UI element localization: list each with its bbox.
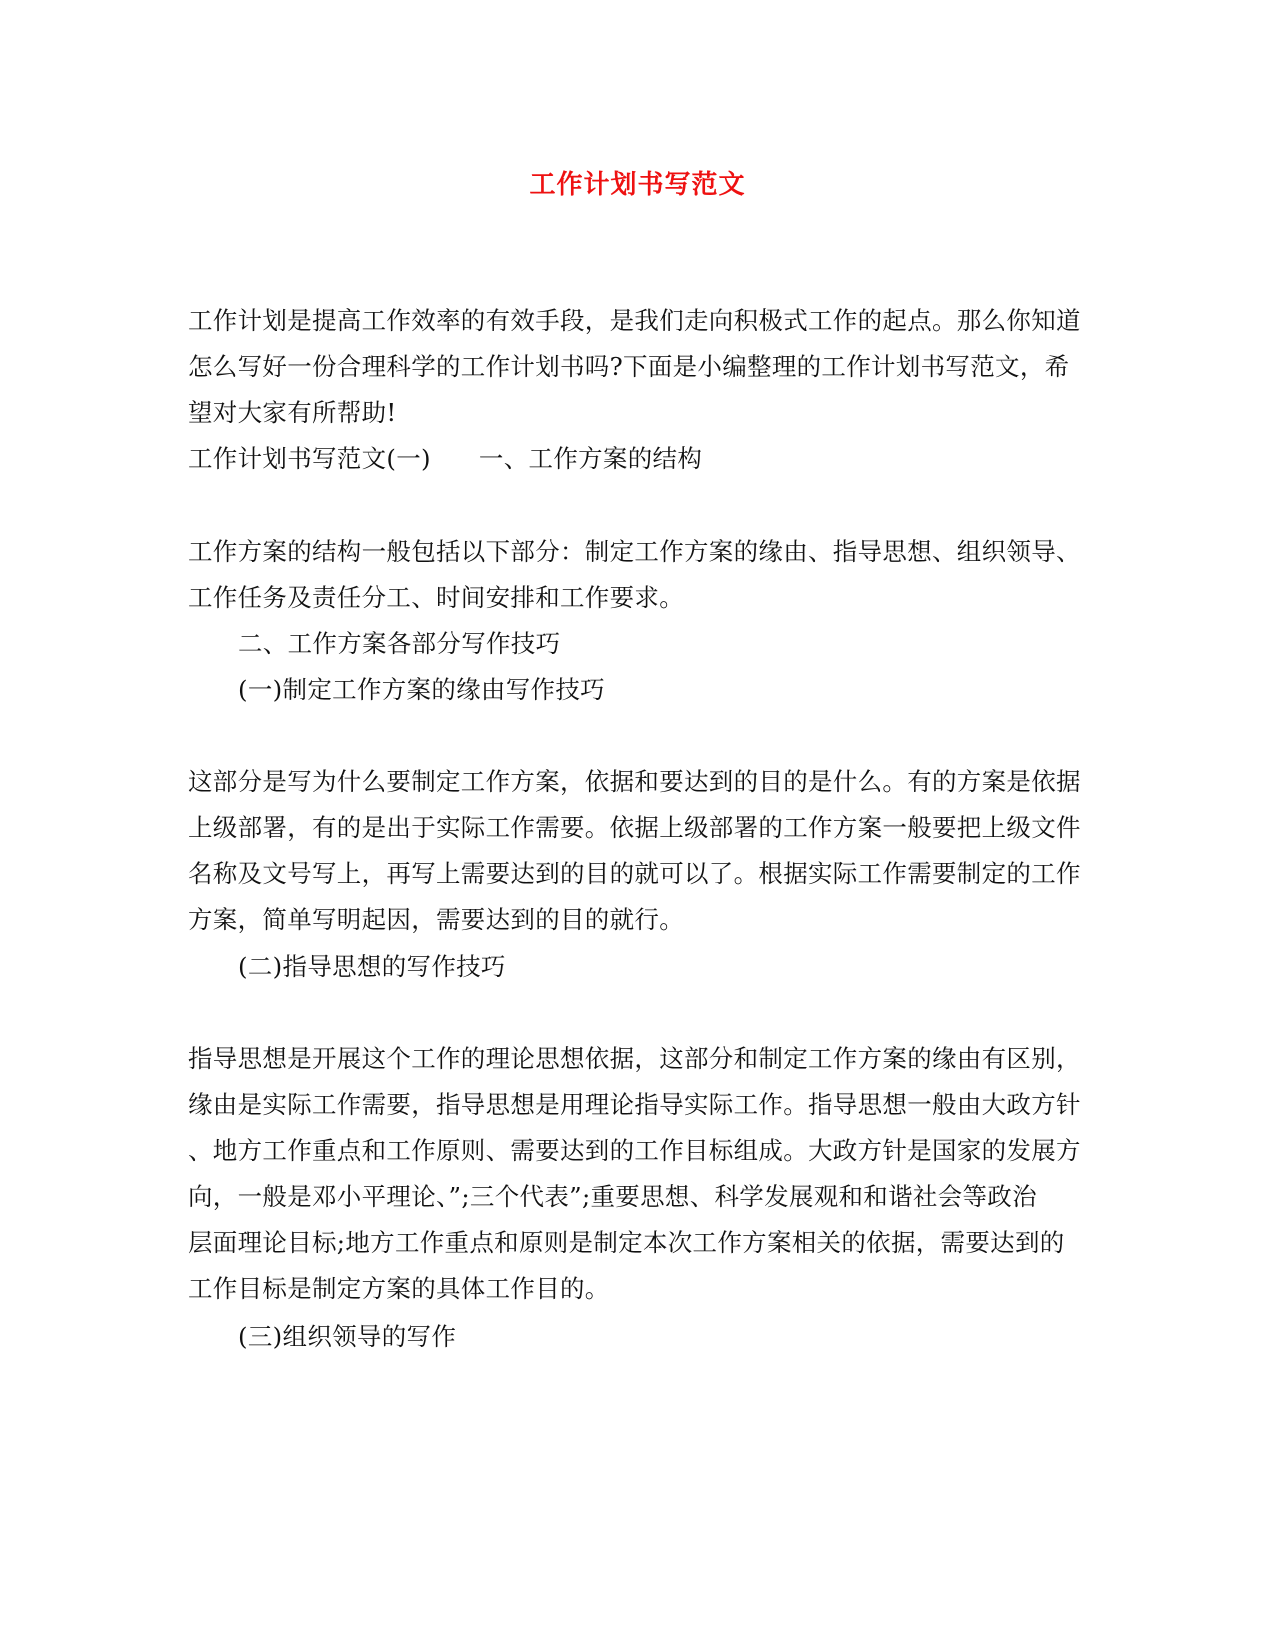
intro-line-2: 怎么写好一份合理科学的工作计划书吗?下面是小编整理的工作计划书写范文，希 (188, 352, 1070, 381)
section-heading: 工作计划书写范文(一) (188, 444, 431, 473)
reason-heading: (一)制定工作方案的缘由写作技巧 (238, 675, 605, 704)
techniques-heading: 二、工作方案各部分写作技巧 (238, 629, 561, 658)
guiding-line-6: 工作目标是制定方案的具体工作目的。 (188, 1274, 610, 1303)
document-title: 工作计划书写范文 (529, 170, 746, 200)
guiding-line-5: 层面理论目标;地方工作重点和原则是制定本次工作方案相关的依据，需要达到的 (188, 1228, 1065, 1257)
reason-line-3: 名称及文号写上，再写上需要达到的目的就可以了。根据实际工作需要制定的工作 (188, 859, 1081, 888)
intro-line-1: 工作计划是提高工作效率的有效手段，是我们走向积极式工作的起点。那么你知道 (188, 306, 1081, 335)
section-subheading: 一、工作方案的结构 (478, 444, 703, 473)
leadership-heading: (三)组织领导的写作 (238, 1322, 457, 1351)
structure-line-2: 工作任务及责任分工、时间安排和工作要求。 (188, 583, 684, 612)
structure-line-1: 工作方案的结构一般包括以下部分：制定工作方案的缘由、指导思想、组织领导、 (188, 537, 1081, 566)
reason-line-2: 上级部署，有的是出于实际工作需要。依据上级部署的工作方案一般要把上级文件 (188, 813, 1081, 842)
intro-line-3: 望对大家有所帮助! (188, 398, 397, 427)
guiding-line-2: 缘由是实际工作需要，指导思想是用理论指导实际工作。指导思想一般由大政方针 (188, 1090, 1081, 1119)
guiding-line-3: 、地方工作重点和工作原则、需要达到的工作目标组成。大政方针是国家的发展方 (188, 1136, 1081, 1165)
reason-line-4: 方案，简单写明起因，需要达到的目的就行。 (188, 905, 684, 934)
guiding-line-4: 向，一般是邓小平理论、”;三个代表”;重要思想、科学发展观和和谐社会等政治 (188, 1182, 1037, 1211)
reason-line-1: 这部分是写为什么要制定工作方案，依据和要达到的目的是什么。有的方案是依据 (188, 767, 1081, 796)
section-heading-row (188, 443, 702, 475)
guiding-heading: (二)指导思想的写作技巧 (238, 952, 506, 981)
guiding-line-1: 指导思想是开展这个工作的理论思想依据，这部分和制定工作方案的缘由有区别， (188, 1044, 1081, 1073)
